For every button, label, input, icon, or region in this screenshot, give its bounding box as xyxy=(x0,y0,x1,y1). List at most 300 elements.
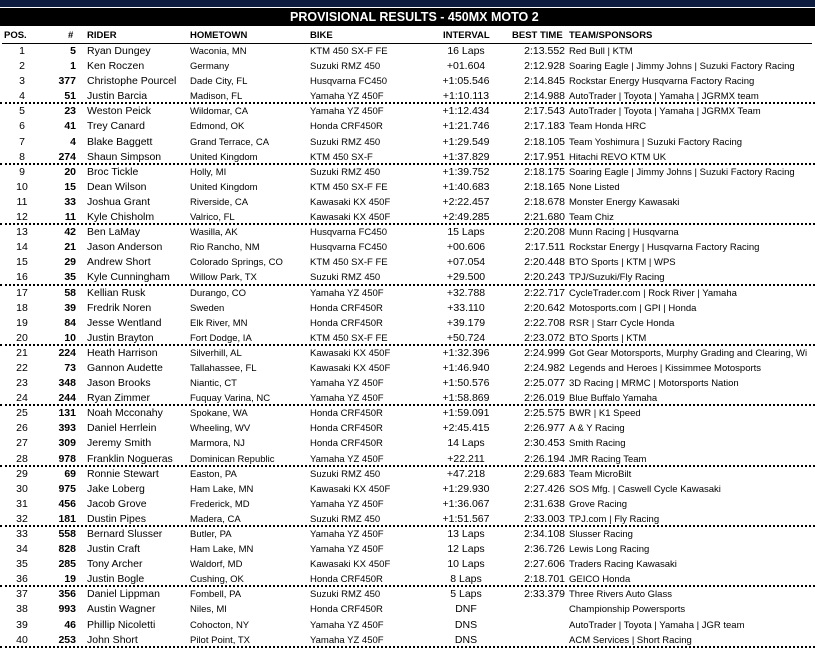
team-sponsors: Monster Energy Kawasaki xyxy=(569,196,680,208)
table-row xyxy=(0,497,815,512)
position: 35 xyxy=(16,558,28,571)
rider-number: 41 xyxy=(64,120,76,133)
hometown: Wasilla, AK xyxy=(190,227,238,239)
interval: +1:50.576 xyxy=(442,377,490,390)
best-time: 2:18.165 xyxy=(524,180,565,193)
hometown: Germany xyxy=(190,61,230,73)
best-time: 2:31.638 xyxy=(524,497,565,510)
rider-name: Ben LaMay xyxy=(87,226,141,239)
position: 3 xyxy=(19,75,25,88)
rider-number: 4 xyxy=(70,135,76,148)
best-time: 2:30.453 xyxy=(524,437,565,450)
interval: +1:51.567 xyxy=(442,512,490,525)
rider-name: Blake Baggett xyxy=(87,135,153,148)
bike: Husqvarna FC450 xyxy=(310,76,388,88)
interval: +1:10.113 xyxy=(442,90,490,103)
interval: +00.606 xyxy=(446,241,486,254)
position: 10 xyxy=(16,180,28,193)
bike: Honda CRF450R xyxy=(310,302,383,314)
table-row xyxy=(0,135,815,150)
interval: +1:21.746 xyxy=(442,120,490,133)
position: 40 xyxy=(16,633,28,646)
team-sponsors: Rockstar Energy | Husqvarna Factory Racing xyxy=(569,242,760,254)
best-time: 2:22.717 xyxy=(524,286,565,299)
best-time: 2:24.982 xyxy=(524,361,565,374)
team-sponsors: Team Honda HRC xyxy=(569,121,647,133)
position: 2 xyxy=(19,60,25,73)
position: 16 xyxy=(16,271,28,284)
hometown: Fombell, PA xyxy=(190,589,242,601)
rider-name: Jason Brooks xyxy=(87,377,151,390)
col-best-time: BEST TIME xyxy=(512,30,563,41)
team-sponsors: CycleTrader.com | Rock River | Yamaha xyxy=(569,287,737,299)
team-sponsors: Team Chiz xyxy=(569,212,614,224)
table-row xyxy=(0,361,815,376)
bike: Suzuki RMZ 450 xyxy=(310,61,381,73)
rider-number: 285 xyxy=(58,558,76,571)
interval: 10 Laps xyxy=(447,558,485,571)
rider-name: Dustin Pipes xyxy=(87,512,146,525)
hometown: Colorado Springs, CO xyxy=(190,257,283,269)
interval: +32.788 xyxy=(446,286,486,299)
rider-name: Shaun Simpson xyxy=(87,150,162,163)
table-row xyxy=(0,542,815,557)
team-sponsors: TPJ.com | Fly Racing xyxy=(569,513,660,525)
rider-name: Weston Peick xyxy=(87,105,151,118)
best-time: 2:12.928 xyxy=(524,60,565,73)
team-sponsors: Team Yoshimura | Suzuki Factory Racing xyxy=(569,136,743,148)
best-time: 2:20.448 xyxy=(524,256,565,269)
rider-number: 181 xyxy=(58,512,76,525)
hometown: Pilot Point, TX xyxy=(190,634,251,646)
bike: Yamaha YZ 450F xyxy=(310,106,384,118)
rider-number: 253 xyxy=(58,633,76,646)
rider-name: Bernard Slusser xyxy=(87,528,163,540)
rider-name: Ken Roczen xyxy=(87,60,145,73)
banner-edge xyxy=(735,0,815,7)
bike: Suzuki RMZ 450 xyxy=(310,136,381,148)
bike: Yamaha YZ 450F xyxy=(310,287,384,299)
team-sponsors: Legends and Heroes | Kissimmee Motosports xyxy=(569,362,762,374)
rider-name: Kyle Chisholm xyxy=(87,211,155,224)
rider-number: 73 xyxy=(64,361,76,374)
col-hometown: HOMETOWN xyxy=(190,30,248,41)
hometown: Waconia, MN xyxy=(190,46,247,57)
table-row xyxy=(0,301,815,316)
rider-number: 993 xyxy=(58,603,76,616)
rider-number: 23 xyxy=(64,105,76,118)
rider-name: Gannon Audette xyxy=(87,361,163,374)
team-sponsors: AutoTrader | Toyota | Yamaha | JGRMX team xyxy=(569,91,759,103)
rider-number: 11 xyxy=(64,211,76,224)
best-time: 2:29.683 xyxy=(524,467,565,480)
best-time: 2:20.243 xyxy=(524,271,565,284)
table-row xyxy=(0,406,815,421)
interval: DNS xyxy=(454,618,478,631)
position: 4 xyxy=(19,90,25,103)
team-sponsors: Blue Buffalo Yamaha xyxy=(569,393,658,405)
interval: +1:32.396 xyxy=(442,346,490,359)
hometown: Valrico, FL xyxy=(190,212,235,224)
position: 28 xyxy=(16,452,28,465)
team-sponsors: BTO Sports | KTM xyxy=(569,332,647,344)
rider-name: Justin Brayton xyxy=(87,331,154,344)
interval: +1:05.546 xyxy=(442,75,490,88)
hometown: Madison, FL xyxy=(190,91,243,103)
position: 9 xyxy=(19,165,25,178)
interval: +33.110 xyxy=(447,301,485,314)
interval: +1:37.829 xyxy=(442,150,490,163)
col-interval: INTERVAL xyxy=(443,30,490,41)
rider-number: 33 xyxy=(64,195,76,208)
bike: Suzuki RMZ 450 xyxy=(310,589,381,601)
position: 34 xyxy=(16,543,28,556)
rider-number: 224 xyxy=(58,346,76,359)
bike: KTM 450 SX-F FE xyxy=(310,46,388,57)
column-headers xyxy=(0,30,815,42)
hometown: Wildomar, CA xyxy=(190,106,249,118)
bike: Kawasaki KX 450F xyxy=(310,347,391,359)
hometown: Tallahassee, FL xyxy=(190,362,257,374)
table-row xyxy=(0,165,815,180)
table-row xyxy=(0,59,815,74)
bike: Suzuki RMZ 450 xyxy=(310,272,381,284)
col-num: # xyxy=(68,30,74,41)
best-time: 2:18.701 xyxy=(524,573,565,586)
col-bike: BIKE xyxy=(310,30,333,41)
position: 12 xyxy=(16,211,28,224)
rider-name: Trey Canard xyxy=(87,120,145,133)
team-sponsors: Munn Racing | Husqvarna xyxy=(569,227,679,239)
best-time: 2:17.183 xyxy=(524,120,565,133)
table-row xyxy=(0,119,815,134)
position: 14 xyxy=(16,241,28,254)
best-time: 2:23.072 xyxy=(524,331,565,344)
rider-number: 393 xyxy=(58,422,76,435)
interval: +1:39.752 xyxy=(442,165,490,178)
best-time: 2:25.575 xyxy=(524,407,565,420)
team-sponsors: TPJ/Suzuki/Fly Racing xyxy=(569,272,665,284)
team-sponsors: None Listed xyxy=(569,181,620,193)
hometown: Rio Rancho, NM xyxy=(190,242,260,254)
rider-number: 558 xyxy=(58,528,76,540)
bike: Suzuki RMZ 450 xyxy=(310,468,381,480)
table-row xyxy=(0,270,815,285)
interval: 13 Laps xyxy=(447,528,485,540)
table-row xyxy=(0,89,815,104)
team-sponsors: JMR Racing Team xyxy=(569,453,647,465)
team-sponsors: Grove Racing xyxy=(569,498,628,510)
bike: Yamaha YZ 450F xyxy=(310,393,384,405)
team-sponsors: Red Bull | KTM xyxy=(569,46,633,57)
hometown: Madera, CA xyxy=(190,513,241,525)
table-row xyxy=(0,286,815,301)
hometown: Easton, PA xyxy=(190,468,237,480)
hometown: Grand Terrace, CA xyxy=(190,136,270,148)
bike: Honda CRF450R xyxy=(310,604,383,616)
table-row xyxy=(0,436,815,451)
bike: Kawasaki KX 450F xyxy=(310,559,391,571)
table-row xyxy=(0,195,815,210)
table-row xyxy=(0,104,815,119)
results-table xyxy=(0,44,815,648)
interval: 15 Laps xyxy=(447,226,485,239)
interval: 8 Laps xyxy=(450,573,482,586)
bike: Honda CRF450R xyxy=(310,423,383,435)
hometown: Ham Lake, MN xyxy=(190,483,254,495)
bike: Kawasaki KX 450F xyxy=(310,483,391,495)
position: 6 xyxy=(19,120,25,133)
team-sponsors: GEICO Honda xyxy=(569,574,631,586)
rider-name: Austin Wagner xyxy=(87,603,156,616)
interval: +1:36.067 xyxy=(442,497,490,510)
best-time: 2:26.194 xyxy=(524,452,565,465)
rider-name: Daniel Herrlein xyxy=(87,422,157,435)
rider-name: Dean Wilson xyxy=(87,180,147,193)
page-title: PROVISIONAL RESULTS - 450MX MOTO 2 xyxy=(290,10,539,24)
team-sponsors: BTO Sports | KTM | WPS xyxy=(569,257,676,269)
table-row xyxy=(0,587,815,602)
interval: +1:12.434 xyxy=(442,105,490,118)
best-time: 2:27.606 xyxy=(524,558,565,571)
table-row xyxy=(0,633,815,648)
table-row xyxy=(0,150,815,165)
team-sponsors: Slusser Racing xyxy=(569,529,633,540)
hometown: Cohocton, NY xyxy=(190,619,250,631)
bike: Yamaha YZ 450F xyxy=(310,378,384,390)
bike: Honda CRF450R xyxy=(310,574,383,586)
team-sponsors: Championship Powersports xyxy=(569,604,686,616)
rider-number: 10 xyxy=(64,331,76,344)
hometown: Niles, MI xyxy=(190,604,227,616)
position: 5 xyxy=(19,105,25,118)
rider-name: Fredrik Noren xyxy=(87,301,152,314)
table-row xyxy=(0,618,815,633)
team-sponsors: Motosports.com | GPI | Honda xyxy=(569,302,697,314)
team-sponsors: Smith Racing xyxy=(569,438,626,450)
hometown: Waldorf, MD xyxy=(190,559,243,571)
position: 26 xyxy=(16,422,28,435)
table-row xyxy=(0,602,815,617)
rider-number: 244 xyxy=(58,392,76,405)
bike: Honda CRF450R xyxy=(310,408,383,420)
best-time: 2:13.552 xyxy=(524,45,565,57)
position: 39 xyxy=(16,618,28,631)
team-sponsors: Soaring Eagle | Jimmy Johns | Suzuki Factory Racing xyxy=(569,61,795,73)
table-row xyxy=(0,376,815,391)
best-time: 2:33.003 xyxy=(524,512,565,525)
table-row xyxy=(0,346,815,361)
hometown: Niantic, CT xyxy=(190,378,237,390)
hometown: Willow Park, TX xyxy=(190,272,257,284)
interval: +01.604 xyxy=(446,60,486,73)
best-time: 2:17.511 xyxy=(524,241,565,254)
hometown: Durango, CO xyxy=(190,287,246,299)
best-time: 2:21.680 xyxy=(524,211,565,224)
bike: Suzuki RMZ 450 xyxy=(310,513,381,525)
rider-number: 51 xyxy=(64,90,76,103)
table-row xyxy=(0,74,815,89)
hometown: Butler, PA xyxy=(190,529,232,540)
rider-number: 15 xyxy=(64,180,76,193)
interval: +1:40.683 xyxy=(442,180,490,193)
table-row xyxy=(0,421,815,436)
rider-number: 975 xyxy=(58,482,76,495)
best-time: 2:18.175 xyxy=(524,165,565,178)
interval: +07.054 xyxy=(446,256,486,269)
hometown: Fuquay Varina, NC xyxy=(190,393,271,405)
table-row xyxy=(0,180,815,195)
table-row xyxy=(0,572,815,587)
rider-name: John Short xyxy=(87,633,138,646)
rider-name: Daniel Lippman xyxy=(87,588,160,601)
rider-number: 456 xyxy=(58,497,76,510)
position: 29 xyxy=(16,467,28,480)
bike: KTM 450 SX-F FE xyxy=(310,332,388,344)
interval: +47.218 xyxy=(446,467,486,480)
interval: +22.211 xyxy=(447,452,485,465)
bike: Suzuki RMZ 450 xyxy=(310,166,381,178)
table-row xyxy=(0,225,815,240)
bike: Yamaha YZ 450F xyxy=(310,453,384,465)
best-time: 2:33.379 xyxy=(524,588,565,601)
hometown: Dade City, FL xyxy=(190,76,248,88)
rider-name: Jeremy Smith xyxy=(87,437,152,450)
best-time: 2:22.708 xyxy=(524,316,565,329)
bike: Yamaha YZ 450F xyxy=(310,529,384,540)
hometown: Dominican Republic xyxy=(190,453,275,465)
interval: +39.179 xyxy=(446,316,486,329)
position: 38 xyxy=(16,603,28,616)
rider-number: 356 xyxy=(58,588,76,601)
best-time: 2:18.105 xyxy=(524,135,565,148)
position: 17 xyxy=(16,286,28,299)
rider-number: 69 xyxy=(64,467,76,480)
banner-bar xyxy=(0,0,735,7)
rider-number: 274 xyxy=(58,150,76,163)
table-row xyxy=(0,44,815,59)
bike: Kawasaki KX 450F xyxy=(310,362,391,374)
bike: Kawasaki KX 450F xyxy=(310,212,391,224)
best-time: 2:17.951 xyxy=(524,150,565,163)
interval: +29.500 xyxy=(446,271,486,284)
bike: Honda CRF450R xyxy=(310,121,383,133)
interval: DNF xyxy=(455,603,477,616)
bike: KTM 450 SX-F xyxy=(310,151,373,163)
table-row xyxy=(0,240,815,255)
hometown: Frederick, MD xyxy=(190,498,250,510)
interval: 16 Laps xyxy=(447,45,485,57)
best-time: 2:24.999 xyxy=(524,346,565,359)
interval: +1:29.930 xyxy=(442,482,490,495)
table-row xyxy=(0,255,815,270)
best-time: 2:14.988 xyxy=(524,90,565,103)
bike: Kawasaki KX 450F xyxy=(310,196,391,208)
best-time: 2:20.642 xyxy=(524,301,565,314)
position: 36 xyxy=(16,573,28,586)
position: 19 xyxy=(16,316,28,329)
bike: KTM 450 SX-F FE xyxy=(310,257,388,269)
table-row xyxy=(0,482,815,497)
team-sponsors: Three Rivers Auto Glass xyxy=(569,589,672,601)
position: 37 xyxy=(16,588,28,601)
interval: 14 Laps xyxy=(447,437,485,450)
position: 27 xyxy=(16,437,28,450)
rider-number: 42 xyxy=(64,226,76,239)
rider-name: Phillip Nicoletti xyxy=(87,618,156,631)
position: 8 xyxy=(19,150,25,163)
best-time: 2:25.077 xyxy=(524,377,565,390)
rider-name: Ryan Dungey xyxy=(87,45,151,57)
rider-name: Jacob Grove xyxy=(87,497,147,510)
rider-number: 5 xyxy=(70,45,76,57)
col-team: TEAM/SPONSORS xyxy=(569,30,653,41)
position: 23 xyxy=(16,377,28,390)
rider-number: 39 xyxy=(64,301,76,314)
rider-number: 19 xyxy=(64,573,76,586)
hometown: Cushing, OK xyxy=(190,574,244,586)
table-row xyxy=(0,452,815,467)
rider-number: 46 xyxy=(64,618,76,631)
interval: +2:45.415 xyxy=(442,422,490,435)
best-time: 2:34.108 xyxy=(524,528,565,540)
rider-name: Broc Tickle xyxy=(87,165,139,178)
rider-name: Kyle Cunningham xyxy=(87,271,170,284)
best-time: 2:17.543 xyxy=(524,105,565,118)
best-time: 2:36.726 xyxy=(524,543,565,556)
rider-number: 58 xyxy=(64,286,76,299)
team-sponsors: Got Gear Motorsports, Murphy Grading and Clearing, Wi xyxy=(569,347,808,359)
table-row xyxy=(0,210,815,225)
interval: +2:22.457 xyxy=(442,195,490,208)
position: 11 xyxy=(16,195,28,208)
table-row xyxy=(0,316,815,331)
team-sponsors: SOS Mfg. | Caswell Cycle Kawasaki xyxy=(569,483,721,495)
top-banner xyxy=(0,0,815,8)
table-row xyxy=(0,557,815,572)
table-row xyxy=(0,527,815,542)
position: 7 xyxy=(19,135,25,148)
hometown: Holly, MI xyxy=(190,166,227,178)
team-sponsors: ACM Services | Short Racing xyxy=(569,634,692,646)
position: 30 xyxy=(16,482,28,495)
position: 21 xyxy=(16,346,28,359)
rider-number: 377 xyxy=(58,75,76,88)
rider-name: Jason Anderson xyxy=(87,241,163,254)
rider-name: Tony Archer xyxy=(87,558,143,571)
bike: Honda CRF450R xyxy=(310,317,383,329)
rider-number: 978 xyxy=(58,452,76,465)
rider-number: 35 xyxy=(64,271,76,284)
bike: Honda CRF450R xyxy=(310,438,383,450)
rider-name: Franklin Nogueras xyxy=(87,452,173,465)
hometown: United Kingdom xyxy=(190,181,258,193)
position: 22 xyxy=(16,361,28,374)
bike: Yamaha YZ 450F xyxy=(310,498,384,510)
position: 15 xyxy=(16,256,28,269)
rider-number: 309 xyxy=(58,437,76,450)
hometown: Wheeling, WV xyxy=(190,423,251,435)
interval: DNS xyxy=(454,633,478,646)
rider-name: Joshua Grant xyxy=(87,195,151,208)
best-time: 2:18.678 xyxy=(524,195,565,208)
bike: Yamaha YZ 450F xyxy=(310,544,384,556)
position: 20 xyxy=(16,331,28,344)
team-sponsors: A & Y Racing xyxy=(569,423,625,435)
hometown: United Kingdom xyxy=(190,151,258,163)
hometown: Ham Lake, MN xyxy=(190,544,254,556)
interval: +50.724 xyxy=(446,331,486,344)
